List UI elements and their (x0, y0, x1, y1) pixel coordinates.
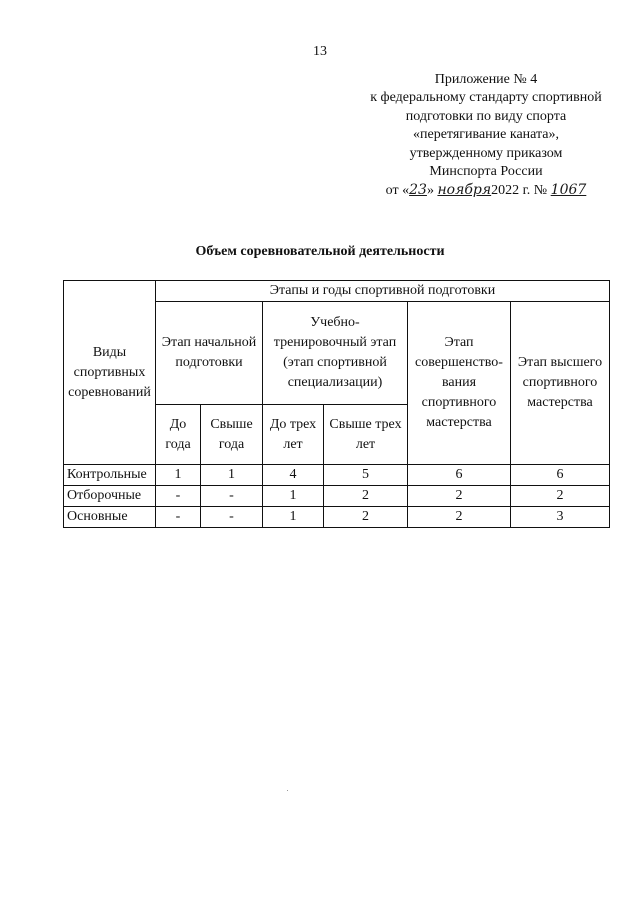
order-number-handwritten: 1067 (550, 182, 587, 199)
table-cell: 2 (324, 507, 408, 528)
subheader-over-three-years: Свыше трех лет (324, 405, 408, 465)
table-row (64, 507, 610, 528)
table-cell: 2 (408, 507, 511, 528)
table-row (64, 486, 610, 507)
appendix-line: к федеральному стандарту спортивной (370, 90, 602, 106)
table-cell: 4 (263, 465, 324, 486)
appendix-line: утвержденному приказом (409, 145, 563, 161)
competition-volume-table (63, 280, 610, 528)
table-cell: - (201, 486, 263, 507)
page-number: 13 (313, 44, 327, 59)
table-cell: - (156, 507, 201, 528)
scan-speck (287, 790, 288, 791)
table-cell: 2 (408, 486, 511, 507)
row-label: Контрольные (64, 465, 156, 486)
header-stage-initial: Этап начальной подготовки (156, 302, 263, 405)
subheader-over-year: Свыше года (201, 405, 263, 465)
table-cell: 1 (263, 486, 324, 507)
table-cell: 3 (511, 507, 610, 528)
date-year: 2022 г. № (491, 183, 551, 199)
appendix-line: «перетягивание каната», (412, 127, 559, 143)
appendix-line: Приложение № 4 (434, 72, 538, 87)
table-cell: 6 (511, 465, 610, 486)
header-stage-improvement: Этап совершенство-вания спортивного мастерства (408, 302, 511, 465)
table-cell: 6 (408, 465, 511, 486)
appendix-line: Минспорта России (429, 164, 543, 180)
date-month-handwritten: ноября (437, 182, 492, 199)
subheader-up-to-three-years: До трех лет (263, 405, 324, 465)
table-cell: 5 (324, 465, 408, 486)
order-date-line (300, 181, 640, 200)
header-stage-higher-mastery: Этап высшего спортивного мастерства (511, 302, 610, 465)
table-cell: - (156, 486, 201, 507)
header-stages-and-years: Этапы и годы спортивной подготовки (156, 281, 610, 302)
table-cell: 1 (156, 465, 201, 486)
header-stage-training: Учебно-тренировочный этап (этап спортивной специализации) (263, 302, 408, 405)
table-cell: 1 (263, 507, 324, 528)
header-competition-types: Виды спортивных соревнований (64, 281, 156, 465)
appendix-line: подготовки по виду спорта (405, 108, 567, 124)
row-label: Основные (64, 507, 156, 528)
appendix-header (300, 71, 640, 201)
document-title: Объем соревновательной деятельности (195, 244, 445, 259)
table-cell: 2 (324, 486, 408, 507)
table-cell: - (201, 507, 263, 528)
date-prefix: от « (385, 183, 410, 199)
table-row (64, 465, 610, 486)
date-day-handwritten: 23 (409, 182, 427, 199)
row-label: Отборочные (64, 486, 156, 507)
table-cell: 1 (201, 465, 263, 486)
date-mid: » (426, 183, 438, 199)
subheader-up-to-year: До года (156, 405, 201, 465)
table-cell: 2 (511, 486, 610, 507)
